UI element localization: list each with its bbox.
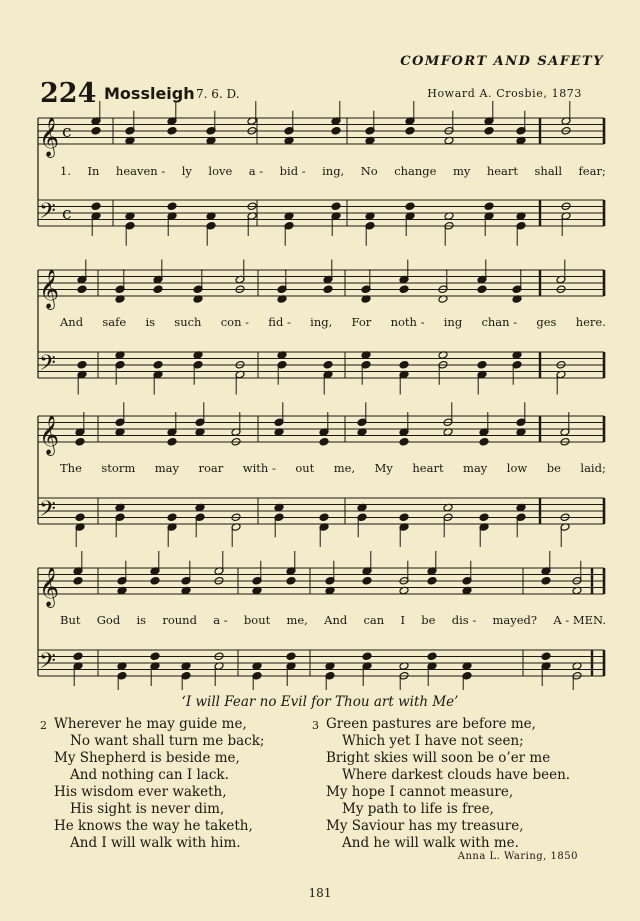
bass-clef-icon: 𝄢 — [39, 497, 56, 527]
quarter-note — [91, 126, 101, 135]
quarter-note — [73, 576, 83, 585]
lyric-syllable: safe — [102, 315, 127, 329]
lyric-syllable: bid - — [279, 164, 306, 178]
lyric-syllable: chan - — [481, 315, 518, 329]
page-number: 181 — [308, 886, 332, 900]
lyric-syllable: out — [295, 461, 315, 475]
lyric-syllable: ly — [181, 164, 192, 178]
quarter-note — [75, 437, 85, 446]
verse-line: Bright skies will soon be o’er me — [326, 750, 551, 766]
time-signature-icon: c — [62, 204, 72, 224]
quarter-note — [153, 360, 163, 369]
verse-line: My path to life is free, — [342, 801, 494, 817]
quarter-note — [405, 202, 415, 211]
lyric-syllable: may — [463, 461, 488, 475]
lyric-syllable: ing — [443, 315, 463, 329]
verse-line: No want shall turn me back; — [70, 733, 265, 749]
lyric-syllable: me, — [286, 613, 308, 627]
lyric-syllable: change — [394, 164, 437, 178]
author: Anna L. Waring, 1850 — [457, 851, 578, 862]
quarter-note — [77, 285, 87, 294]
lyric-syllable: my — [452, 164, 471, 178]
quarter-note — [331, 126, 341, 135]
lyric-syllable: be — [421, 613, 436, 627]
quarter-note — [77, 360, 87, 369]
verse-line: My hope I cannot measure, — [326, 784, 514, 800]
lyric-line — [60, 314, 606, 330]
verse-line: Where darkest clouds have been. — [342, 767, 571, 783]
quarter-note — [399, 360, 409, 369]
quarter-note — [484, 126, 494, 135]
verse-line: He knows the way he taketh, — [54, 818, 253, 834]
lyric-syllable: No — [360, 164, 378, 178]
lyric-syllable: dis - — [451, 613, 477, 627]
lyric-syllable: is — [136, 613, 147, 627]
time-signature-icon: c — [62, 122, 72, 142]
lyric-syllable: fid - — [268, 315, 291, 329]
quarter-note — [477, 360, 487, 369]
verse-line: Green pastures are before me, — [326, 716, 536, 732]
lyric-syllable: And — [60, 315, 84, 329]
quarter-note — [362, 652, 372, 661]
lyric-syllable: can — [363, 613, 385, 627]
quarter-note — [167, 437, 177, 446]
bass-clef-icon: 𝄢 — [39, 351, 56, 381]
verse-number: 3 — [312, 719, 319, 732]
quarter-note — [153, 285, 163, 294]
lyric-syllable: But — [60, 613, 81, 627]
lyric-syllable: low — [506, 461, 528, 475]
quarter-note — [167, 202, 177, 211]
lyric-line — [60, 163, 606, 179]
quarter-note — [73, 652, 83, 661]
quarter-note — [541, 652, 551, 661]
lyric-syllable: God — [96, 613, 121, 627]
lyric-line — [60, 460, 606, 476]
verse-line: And nothing can I lack. — [70, 767, 229, 783]
meter: 7. 6. D. — [196, 87, 240, 101]
quarter-note — [477, 285, 487, 294]
lyric-syllable: A - MEN. — [553, 613, 606, 627]
quarter-note — [484, 202, 494, 211]
tune-name: Mossleigh — [104, 84, 195, 103]
quarter-note — [331, 202, 341, 211]
lyric-syllable: is — [145, 315, 156, 329]
quarter-note — [362, 576, 372, 585]
lyric-syllable: ing, — [322, 164, 345, 178]
quarter-note — [75, 513, 85, 522]
lyric-syllable: fear; — [578, 164, 606, 178]
lyric-syllable: heart — [486, 164, 519, 178]
verse-line: Wherever he may guide me, — [54, 716, 247, 732]
lyric-syllable: heaven - — [115, 164, 166, 178]
quarter-note — [319, 437, 329, 446]
composer: Howard A. Crosbie, 1873 — [427, 87, 582, 100]
verse-line: My Saviour has my treasure, — [326, 818, 524, 834]
quarter-note — [167, 513, 177, 522]
lyric-syllable: a - — [213, 613, 228, 627]
lyric-syllable: heart — [412, 461, 444, 475]
lyric-syllable: My — [374, 461, 393, 475]
verse-3 — [312, 716, 571, 852]
lyric-syllable: roar — [198, 461, 224, 475]
quarter-note — [427, 576, 437, 585]
verse-2 — [40, 716, 265, 852]
verse-line: His wisdom ever waketh, — [54, 784, 227, 800]
lyric-syllable: love — [208, 164, 233, 178]
lyric-syllable: storm — [101, 461, 136, 475]
lyric-line — [60, 612, 606, 628]
hymn-number: 224 — [40, 78, 97, 109]
quarter-note — [479, 513, 489, 522]
lyric-syllable: And — [324, 613, 348, 627]
lyric-syllable: 1. — [60, 164, 71, 178]
quarter-note — [286, 576, 296, 585]
lyric-syllable: noth - — [390, 315, 425, 329]
quarter-note — [399, 513, 409, 522]
lyric-syllable: The — [60, 461, 82, 475]
quarter-note — [399, 285, 409, 294]
quarter-note — [323, 285, 333, 294]
lyric-syllable: ing, — [310, 315, 333, 329]
section-heading: COMFORT AND SAFETY — [400, 54, 604, 69]
verse-line: And I will walk with him. — [70, 835, 241, 851]
quarter-note — [286, 652, 296, 661]
lyric-syllable: with - — [242, 461, 276, 475]
lyric-syllable: be — [546, 461, 561, 475]
bass-clef-icon: 𝄢 — [39, 199, 56, 229]
quarter-note — [427, 652, 437, 661]
lyric-syllable: In — [87, 164, 100, 178]
lyric-syllable: a - — [248, 164, 264, 178]
lyric-syllable: shall — [534, 164, 563, 178]
lyric-syllable: bout — [243, 613, 271, 627]
lyric-syllable: For — [351, 315, 372, 329]
quarter-note — [405, 126, 415, 135]
quarter-note — [167, 126, 177, 135]
quarter-note — [399, 437, 409, 446]
lyric-syllable: laid; — [580, 461, 606, 475]
quarter-note — [479, 437, 489, 446]
verse-line: Which yet I have not seen; — [342, 733, 524, 749]
treble-clef-icon: 𝄞 — [39, 415, 60, 455]
lyric-syllable: mayed? — [492, 613, 538, 627]
lyric-syllable: ges — [536, 315, 557, 329]
bass-clef-icon: 𝄢 — [39, 649, 56, 679]
quarter-note — [323, 360, 333, 369]
lyric-syllable: I — [400, 613, 406, 627]
quarter-note — [150, 576, 160, 585]
verse-line: My Shepherd is beside me, — [54, 750, 240, 766]
verse-line: His sight is never dim, — [70, 801, 225, 817]
lyric-syllable: con - — [220, 315, 250, 329]
quarter-note — [319, 513, 329, 522]
quarter-note — [91, 202, 101, 211]
verse-number: 2 — [40, 719, 47, 732]
treble-clef-icon: 𝄞 — [39, 269, 60, 309]
lyric-syllable: me, — [333, 461, 356, 475]
verse-line: And he will walk with me. — [342, 835, 519, 851]
lyric-syllable: here. — [575, 315, 606, 329]
lyric-syllable: round — [162, 613, 197, 627]
lyric-syllable: may — [154, 461, 179, 475]
treble-clef-icon: 𝄞 — [39, 117, 60, 157]
epigraph: ‘I will Fear no Evil for Thou art with Me’ — [181, 694, 459, 710]
quarter-note — [150, 652, 160, 661]
quarter-note — [541, 576, 551, 585]
treble-clef-icon: 𝄞 — [39, 567, 60, 607]
lyric-syllable: such — [174, 315, 202, 329]
